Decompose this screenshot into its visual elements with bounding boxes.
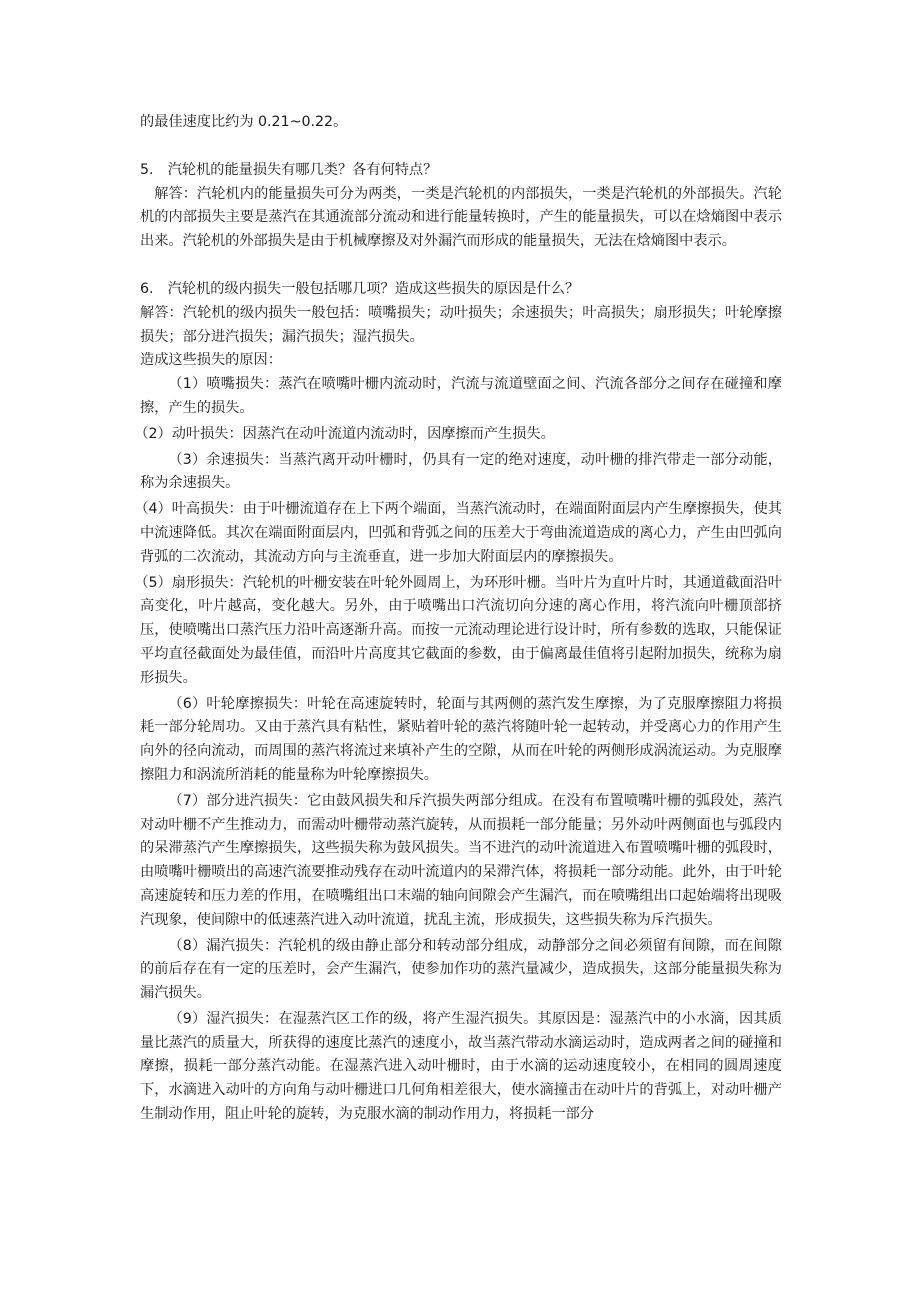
loss-item-partial-admission: （7）部分进汽损失：它由鼓风损失和斥汽损失两部分组成。在没有布置喷嘴叶栅的弧段处，蒸汽对动叶栅不产生推动力，而需动叶栅带动蒸汽旋转，从而损耗一部分能量；另外动叶两侧面也与弧段内的呆滞蒸汽产生摩擦损失，这些损失称为鼓风损失。当不进汽的动叶流道进入布置喷嘴叶栅的弧段时，由喷嘴叶栅喷出的高速汽流要推动残存在动叶流道内的呆滞汽体，将损耗一部分动能。此外，由于叶轮高速旋转和压力差的作用，在喷嘴组出口末端的轴向间隙会产生漏汽，而在喷嘴组出口起始端将出现吸汽现象，使间隙中的低速蒸汽进入动叶流道，扰乱主流，形成损失，这些损失称为斥汽损失。 <box>140 792 782 928</box>
answer-5: 解答：汽轮机内的能量损失可分为两类，一类是汽轮机的内部损失，一类是汽轮机的外部损失。汽轮机的内部损失主要是蒸汽在其通流部分流动和进行能量转换时，产生的能量损失，可以在焓熵图中表示出来。汽轮机的外部损失是由于机械摩擦及对外漏汽而形成的能量损失，无法在焓熵图中表示。 <box>140 185 782 250</box>
loss-item-fan: （5）扇形损失：汽轮机的叶栅安装在叶轮外圆周上，为环形叶栅。当叶片为直叶片时，其通道截面沿叶高变化，叶片越高，变化越大。另外，由于喷嘴出口汽流切向分速的离心作用，将汽流向叶栅顶部挤压，使喷嘴出口蒸汽压力沿叶高逐渐升高。而按一元流动理论进行设计时，所有参数的选取，只能保证平均直径截面处为最佳值，而沿叶片高度其它截面的参数，由于偏离最佳值将引起附加损失，统称为扇形损失。 <box>134 574 782 686</box>
causes-heading: 造成这些损失的原因： <box>140 352 282 369</box>
answer-6: 解答：汽轮机的级内损失一般包括：喷嘴损失；动叶损失；余速损失；叶高损失；扇形损失；叶轮摩擦损失；部分进汽损失；漏汽损失；湿汽损失。 <box>140 304 782 345</box>
spacer <box>140 254 782 278</box>
loss-item-blade-height: （4）叶高损失：由于叶栅流道存在上下两个端面，当蒸汽流动时，在端面附面层内产生摩擦损失，使其中流速降低。其次在端面附面层内，凹弧和背弧之间的压差大于弯曲流道造成的离心力，产生由凹弧向背弧的二次流动，其流动方向与主流垂直，进一步加大附面层内的摩擦损失。 <box>134 501 782 565</box>
loss-item-leakage: （8）漏汽损失：汽轮机的级由静止部分和转动部分组成，动静部分之间必须留有间隙，而在间隙的前后存在有一定的压差时，会产生漏汽，使参加作功的蒸汽量减少，造成损失，这部分能量损失称为漏汽损失。 <box>140 937 782 1002</box>
continuation-line: 的最佳速度比约为 0.21~0.22。 <box>140 114 348 130</box>
question-6: 6. 汽轮机的级内损失一般包括哪几项？造成这些损失的原因是什么？ <box>140 280 580 297</box>
loss-item-leaving-velocity: （3）余速损失：当蒸汽离开动叶栅时，仍具有一定的绝对速度，动叶栅的排汽带走一部分动能，称为余速损失。 <box>140 451 782 492</box>
loss-item-disc-friction: （6）叶轮摩擦损失：叶轮在高速旋转时，轮面与其两侧的蒸汽发生摩擦，为了克服摩擦阻力将损耗一部分轮周功。又由于蒸汽具有粘性，紧贴着叶轮的蒸汽将随叶轮一起转动，并受离心力的作用产生向外的径向流动，而周围的蒸汽将流过来填补产生的空隙，从而在叶轮的两侧形成涡流运动。为克服摩擦阻力和涡流所消耗的能量称为叶轮摩擦损失。 <box>140 695 782 783</box>
loss-item-rotor-blade: （2）动叶损失：因蒸汽在动叶流道内流动时，因摩擦而产生损失。 <box>134 425 555 442</box>
question-5: 5. 汽轮机的能量损失有哪几类？各有何特点？ <box>140 161 438 178</box>
loss-item-nozzle: （1）喷嘴损失：蒸汽在喷嘴叶栅内流动时，汽流与流道壁面之间、汽流各部分之间存在碰撞和摩擦，产生的损失。 <box>140 376 782 416</box>
loss-item-wetness: （9）湿汽损失：在湿蒸汽区工作的级，将产生湿汽损失。其原因是：湿蒸汽中的小水滴，因其质量比蒸汽的质量大，所获得的速度比蒸汽的速度小，故当蒸汽带动水滴运动时，造成两者之间的碰撞和摩擦，损耗一部分蒸汽动能。在湿蒸汽进入动叶栅时，由于水滴的运动速度较小，在相同的圆周速度下，水滴进入动叶的方向角与动叶栅进口几何角相差很大，使水滴撞击在动叶片的背弧上，对动叶栅产生制动作用，阻止叶轮的旋转，为克服水滴的制动作用力，将损耗一部分 <box>140 1010 782 1123</box>
spacer <box>140 135 782 159</box>
